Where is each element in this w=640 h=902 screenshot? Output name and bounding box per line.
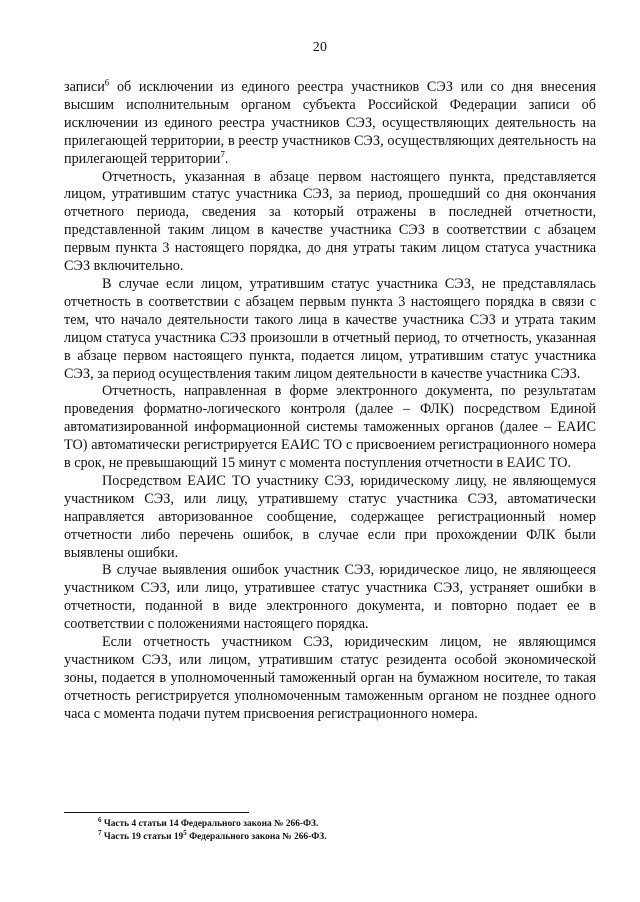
paragraph: В случае если лицом, утратившим статус участника СЭЗ, не представлялась отчетность в соответствии с абзацем первым пункта 3 настоящего порядка в связи с тем, что начало деятельности такого лица в качестве участника СЭЗ и утрата таким лицом статуса участника СЭЗ произошли в отчетный период, то отчетность, указанная в абзаце первом настоящего пункта, подается лицом, утратившим статус участника СЭЗ, за период осуществления таким лицом деятельности в качестве участника СЭЗ.	[64, 275, 596, 382]
footnote-text: Часть 4 статьи 14 Федерального закона № 266-ФЗ.	[103, 819, 319, 829]
footnote-mark: 6	[98, 815, 102, 824]
footnote-6	[98, 815, 578, 831]
paragraph: Отчетность, направленная в форме электронного документа, по результатам проведения форматно-логического контроля (далее – ФЛК) посредством Единой автоматизированной информационной системы таможенных органов (далее – ЕАИС ТО) автоматически регистрируется ЕАИС ТО с присвоением регистрационного номера в срок, не превышающий 15 минут с момента поступления отчетности в ЕАИС ТО.	[64, 383, 596, 472]
footnote-text: Федерального закона № 266-ФЗ.	[186, 832, 327, 842]
footnote-mark: 7	[98, 828, 102, 837]
paragraph-text: об исключении из единого реестра участников СЭЗ или со дня внесения высшим исполнительным органом субъекта Российской Федерации записи об исключении из единого реестра участников СЭЗ, осуществляющих деятельность на прилегающей территории, в реестр участников СЭЗ, осуществляющих деятельность на прилегающей территории	[64, 79, 596, 167]
paragraph: В случае выявления ошибок участник СЭЗ, юридическое лицо, не являющееся участником СЭЗ, или лицо, утратившее статус участника СЭЗ, устраняет ошибки в отчетности, поданной в виде электронного документа, и повторно подает ее в соответствии с положениями настоящего порядка.	[64, 562, 596, 633]
footnote-ref-7[interactable]: 7	[220, 148, 225, 159]
footnote-text: Часть 19 статьи 19	[103, 832, 184, 842]
footnote-inner-mark: 5	[183, 828, 187, 837]
paragraph: Отчетность, указанная в абзаце первом настоящего пункта, представляется лицом, утратившим статус участника СЭЗ, за период, прошедший со дня окончания отчетного периода, сведения за который отражены в последней отчетности, представленной таким лицом в качестве участника СЭЗ в соответствии с абзацем первым пункта 3 настоящего порядка, до дня утраты таким лицом статуса участника СЭЗ включительно.	[64, 168, 596, 275]
paragraph-text: .	[224, 150, 229, 167]
paragraph-text: записи	[64, 79, 105, 95]
paragraph: Посредством ЕАИС ТО участнику СЭЗ, юридическому лицу, не являющемуся участником СЭЗ, или лицу, утратившему статус участника СЭЗ, автоматически направляется авторизованное сообщение, содержащее регистрационный номер отчетности либо перечень ошибок, в случае если при прохождении ФЛК были выявлены ошибки.	[64, 472, 596, 561]
footnote-separator	[64, 812, 249, 813]
footnote-ref-6[interactable]: 6	[104, 77, 110, 88]
page-number: 20	[312, 40, 328, 55]
paragraph: Если отчетность участником СЭЗ, юридическим лицом, не являющимся участником СЭЗ, или лицом, утратившим статус резидента особой экономической зоны, подается в уполномоченный таможенный орган на бумажном носителе, то такая отчетность регистрируется уполномоченным таможенным органом не позднее одного часа с момента подачи путем присвоения регистрационного номера.	[64, 634, 596, 722]
body-text	[64, 79, 596, 724]
footnote-7	[98, 828, 578, 844]
paragraph-continuation	[64, 79, 596, 169]
footnotes	[98, 815, 578, 844]
